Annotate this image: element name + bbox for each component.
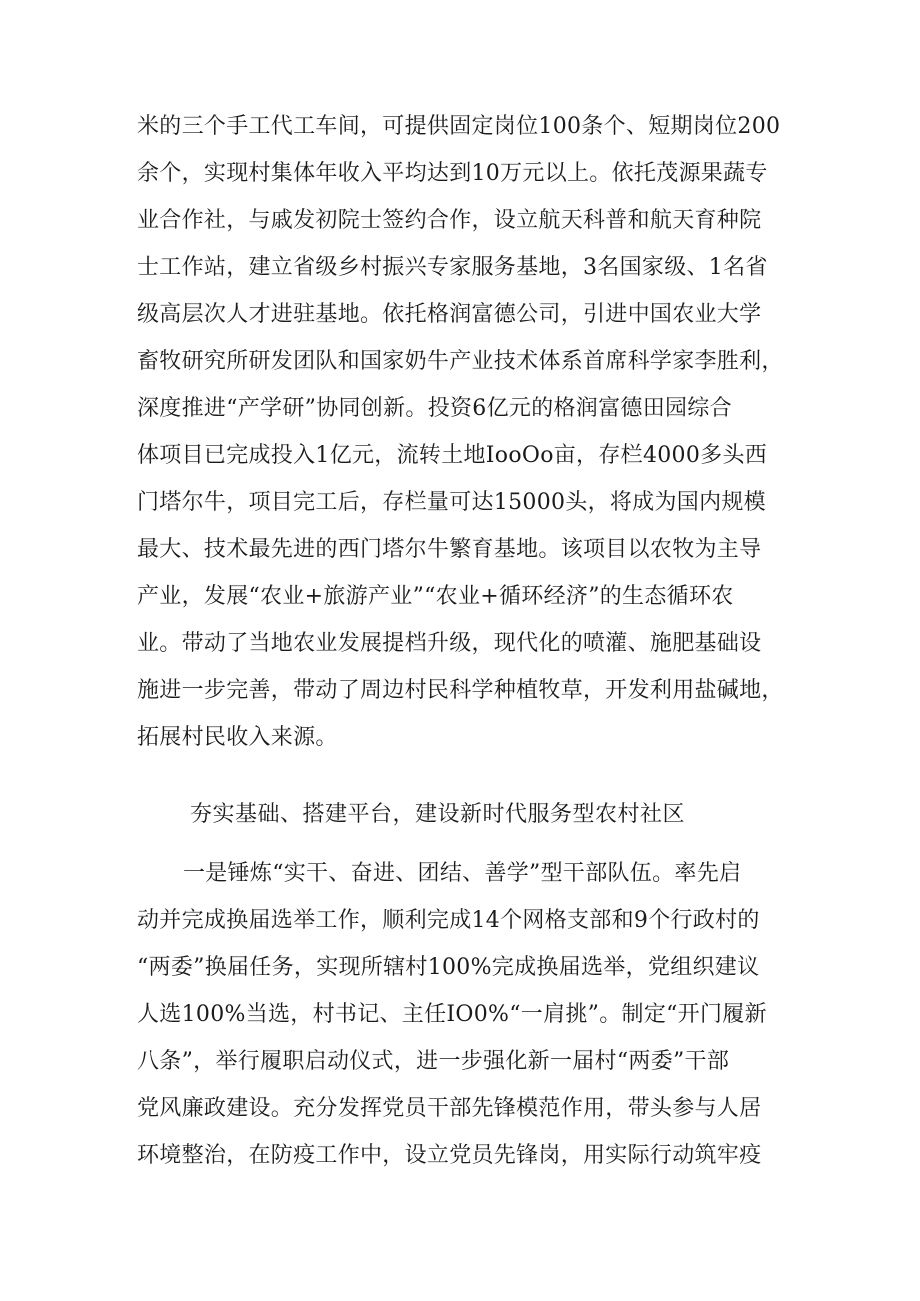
text-line: 深度推进“产学研”协同创新。投资6亿元的格润富德田园综合 bbox=[137, 396, 732, 421]
text-line: 级高层次人才进驻基地。依托格润富德公司，引进中国农业大学 bbox=[137, 302, 762, 327]
text-line: 拓展村民收入来源。 bbox=[137, 725, 338, 750]
text-line: 动并完成换届选举工作，顺利完成14个网格支部和9个行政村的 bbox=[137, 908, 760, 933]
text-line: 环境整治，在防疫工作中，设立党员先锋岗，用实际行动筑牢疫 bbox=[137, 1143, 762, 1168]
paragraph-2 bbox=[137, 859, 797, 1189]
text-line: 最大、技术最先进的西门塔尔牛繁育基地。该项目以农牧为主导 bbox=[137, 537, 762, 562]
text-line: 米的三个手工代工车间，可提供固定岗位100条个、短期岗位200 bbox=[137, 114, 781, 139]
text-line: 人选100%当选，村书记、主任IO0%“一肩挑”。制定“开门履新 bbox=[137, 1002, 767, 1027]
text-line: 余个，实现村集体年收入平均达到10万元以上。依托茂源果蔬专 bbox=[137, 161, 768, 186]
text-line: 体项目已完成投入1亿元，流转土地IooOo亩，存栏4000多头西 bbox=[137, 443, 768, 468]
text-line: 门塔尔牛，项目完工后，存栏量可达15000头，将成为国内规模 bbox=[137, 490, 766, 515]
text-line: 业。带动了当地农业发展提档升级，现代化的喷灌、施肥基础设 bbox=[137, 631, 762, 656]
text-line: 畜牧研究所研发团队和国家奶牛产业技术体系首席科学家李胜利， bbox=[137, 349, 784, 374]
text-line: 党风廉政建设。充分发挥党员干部先锋模范作用，带头参与人居 bbox=[137, 1096, 762, 1121]
text-line: 一是锤炼“实干、奋进、团结、善学”型干部队伍。率先启 bbox=[183, 861, 742, 886]
text-line: 业合作社，与戚发初院士签约合作，设立航天科普和航天育种院 bbox=[137, 208, 762, 233]
text-line: 施进一步完善，带动了周边村民科学种植牧草，开发利用盐碱地， bbox=[137, 678, 784, 703]
text-line: 士工作站，建立省级乡村振兴专家服务基地，3名国家级、1名省 bbox=[137, 255, 768, 280]
text-line: 八条”，举行履职启动仪式，进一步强化新一届村“两委”干部 bbox=[137, 1049, 730, 1074]
paragraph-1 bbox=[137, 112, 797, 762]
section-heading: 夯实基础、搭建平台，建设新时代服务型农村社区 bbox=[190, 802, 686, 827]
text-line: 产业，发展“农业+旅游产业”“农业+循环经济”的生态循环农 bbox=[137, 584, 734, 609]
text-line: “两委”换届任务，实现所辖村100%完成换届选举，党组织建议 bbox=[137, 955, 760, 980]
